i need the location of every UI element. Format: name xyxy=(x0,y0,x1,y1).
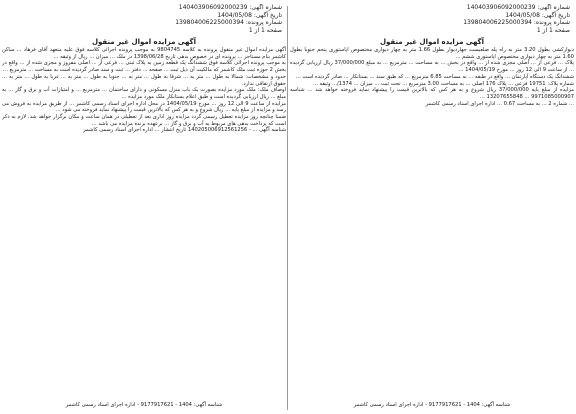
paragraph: ضمنا چنانچه روز مزایده تعطیل رسمی گردد مزایده روز اداری بعد از تعطیلی در همان ساعت و مکان برگزار خواهد شد. لازم به ذکر است که پرداخت بدهی های مربوط به آب و برق و گاز ... برعهده برنده مزایده می باشد ... xyxy=(2,114,286,127)
notice-body xyxy=(290,47,574,107)
right-notice-header xyxy=(290,4,574,38)
paragraph: اوصاف ملک: ملک مورد مزایده بصورت یک باب منزل مسکونی و دارای ساختمان ... مترمربع ... و امتیازات آب و برق و گاز ... به مبلغ ... ریال ارزیابی گردیده است و طبق اعلام بستانکار ملک مورد مزایده ... xyxy=(2,87,286,100)
meta-line: شماره آگهی: 140403906092000239 xyxy=(178,4,282,11)
meta-line: تاریخ آگهی: 1404/05/08 xyxy=(217,11,282,19)
paragraph: حدود و مشخصات: شمالا به طول ... متر به ... شرقا به طول ... متر به ... جنوبا به طول ... متر به ... غربا به طول ... متر به ... حقوق ارتفاقی ندارد. xyxy=(2,73,286,87)
right-notice xyxy=(290,4,574,410)
notice-title: آگهی مزایده اموال غیر منقول xyxy=(379,38,485,46)
left-notice-meta xyxy=(175,4,282,34)
meta-line: شماره آگهی: 140403906092000239 xyxy=(466,4,570,11)
paragraph: به موجب پرونده اجرائی کلاسه فوق ششدانگ یک قطعه زمین به پلاک ثبتی ... فرعی از ... اصلی مفروز و مجزی شده از ... واقع در بخش 2 حوزه ثبت ملک کاشمر که مالکیت آن ذیل ثبت ... صفحه ... دفتر ... ثبت و سند صادر گردیده است به مساحت ... مترمربع ... xyxy=(2,60,286,74)
meta-line: صفحه 1 از 1 xyxy=(536,26,570,34)
notice-footer: شناسه آگهی: 1404 - 9177917621 - اداره اجرای اسناد رسمی کاشمر xyxy=(353,401,511,408)
paragraph: مزایده از ساعت 9 الی 12 روز ... مورخ 1404/05/19 در محل اداره اجرای اسناد رسمی کاشمر ... از طریق مزایده به فروش می رسد و مزایده از مبلغ پایه ... ریال شروع و به هر کس که بالاترین قیمت را پیشنهاد نماید فروخته می شود ... xyxy=(2,100,286,114)
paragraph: دیوارکشی بطول 3.20 متر به راه پله ضلعیست جهاردیوار بطول 1.66 متر به چهار دیواری مختصوص اپاستوری پنجم جنوبا بطول 1.60 متر به چهار دیواری مختصوص اپاستوری ششم ... xyxy=(290,47,574,60)
paragraph: آگهی مزایده اموال غیر منقول پرونده به کلاسه 9804745 به موجب پرونده اجرائی کلاسه فوق علیه متعهد آقای فرهاد ... ساکن کاشمر بنام مستاجر ... پرونده ای در خصوص بدهی تاریخ 1398/06/28 در ملک ... میزان ... ریال از وثیقه ... xyxy=(2,47,286,60)
left-notice-header xyxy=(2,4,286,38)
meta-line: شماره پرونده: 139804006225000394 xyxy=(463,19,570,26)
paragraph: شماره پلاک: 19751 فرعی ... پلاک 176 اصلی ... به مساحت 3.00 مترمربع ... تحت ثبت ... میزان ... 1374/... وثیقه ... xyxy=(312,80,574,87)
paragraph: پلاک ... فرعی از ... اصلی مجزی شده از ... واقع در بخش ... به مساحت ... مترمربع ... به مبلغ 37/000/000 ریال ارزیابی گردیده ... از ساعت 9 الی 12 روز ... مورخ 1404/05/19 ... xyxy=(290,60,574,74)
notice-title: آگهی مزایده اموال غیر منقول xyxy=(91,38,197,46)
meta-line: تاریخ آگهی: 1404/05/08 xyxy=(505,11,570,19)
meta-line: صفحه 1 از 1 xyxy=(248,26,282,34)
notice-footer: شناسه آگهی: 1404 - 9177917621 - اداره اجرای اسناد رسمی کاشمر xyxy=(65,401,223,408)
left-notice xyxy=(2,4,286,410)
paragraph: ... شماره 2 ... به مساحت 0.67 ... اداره اجرای اسناد رسمی کاشمر xyxy=(425,100,574,107)
right-notice-meta xyxy=(463,4,570,34)
paragraph: شناسه آگهی ... - 140205006912561256 تاریخ انتشار ... اداره اجرای اسناد رسمی کاشمر xyxy=(83,127,286,134)
meta-line: شماره پرونده: 139804006225000394 xyxy=(175,19,282,26)
paragraph: مزایده از مبلغ پایه 37/000/000 ریال شروع و به هر کس که بالاترین قیمت را پیشنهاد نماید فروخته خواهد شد ... شناسه 9971085000907 ... 13207655848 ... xyxy=(290,87,574,100)
notice-body xyxy=(2,47,286,134)
column-divider xyxy=(287,6,288,410)
paragraph: ششدانگ یک دستگاه آپارتمان ... واقع در طبقه ... به مساحت 6.85 مترمربع ... که طبق سند ... بستانکار ... صادر گردیده است ... xyxy=(295,73,574,80)
